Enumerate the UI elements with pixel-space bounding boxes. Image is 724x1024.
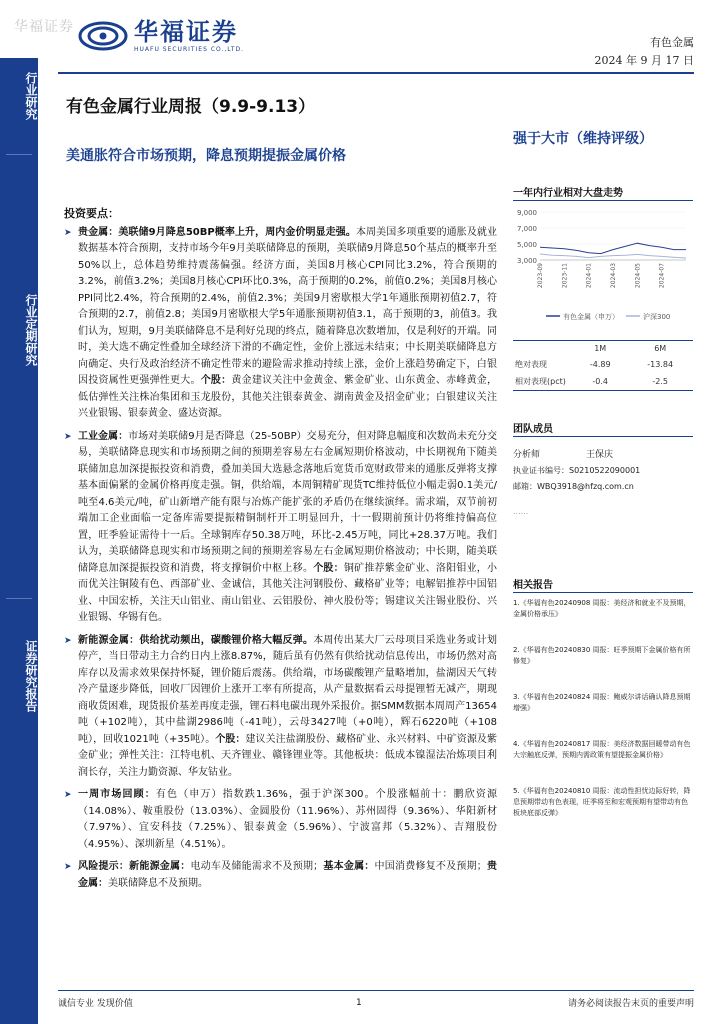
chart-x-tick-label: 2024-03 bbox=[610, 263, 617, 289]
logo-icon bbox=[78, 21, 128, 51]
footer-slogan: 诚信专业 发现价值 bbox=[58, 999, 133, 1009]
chart-legend-label: 沪深300 bbox=[643, 313, 671, 321]
paragraph-industrial-metals: ➤ 工业金属：市场对美联储9月是否降息（25-50BP）交易充分，但对降息幅度和次数尚未充分交易，美联储降息现实和市场预期之间的预期差容易左右金属短期价格波动，中长期视角下随美联储加息加深提振投资和消费，叠加美国大选悬念落地后宽货币宽财政带来的通胀反弹将支撑基本面偏紧的金属价格再度走强。铜，供给端，本周铜精矿现货TC维持低位小幅走弱0.1美元/吨至4.6美元/吨，矿山新增产能有限与冶炼产能扩张的矛盾仍在继续演绎。需求端，双节前初端加工企业面临一定备库需要提振精铜制杆开工明显回升，十一假期前预计仍将维持偏高位置，旺季验证需待十一后。全球铜库存50.38万吨，环比-2.45万吨，同比+28.37万吨。我们认为，美联储降息现实和市场预期之间的预期差容易左右金属短期价格波动；中长期，随美联储降息加深提振投资和消费，将支撑铜价中枢上移。个股：铜矿推荐紫金矿业、洛阳钼业，小而优关注铜陵有色、西部矿业、金诚信，其他关注河钢股份、藏格矿业等；电解铝推荐中国铝业、中国宏桥，关注天山铝业、南山铝业、云铝股份、神火股份等；锡建议关注锡业股份、兴业银锡、华锡有色。 bbox=[64, 430, 498, 623]
bullet-arrow-icon: ➤ bbox=[64, 431, 72, 442]
watermark: 华福证券 bbox=[14, 19, 74, 35]
team-title: 团队成员 bbox=[513, 424, 553, 435]
sidebar-label-bottom: 证券研究报告 bbox=[24, 640, 38, 712]
perf-row-label: 相对表现(pct) bbox=[515, 377, 566, 386]
related-report-item[interactable]: 1.《华福有色20240908 周报：美经济和就业不及预期，金属价格承压》 bbox=[513, 599, 691, 618]
sidebar-divider bbox=[6, 154, 32, 155]
bullet-arrow-icon: ➤ bbox=[64, 227, 72, 238]
analyst-info: 分析师 王保庆 执业证书编号： S0210522090001 邮箱： WBQ3918@hfzq.com.cn bbox=[513, 447, 693, 495]
related-list bbox=[513, 598, 693, 833]
chart-x-tick-label: 2023-11 bbox=[561, 263, 569, 289]
related-rule bbox=[513, 592, 693, 593]
section-title: 投资要点： bbox=[64, 207, 119, 220]
footer-disclaimer: 请务必阅读报告末页的重要声明 bbox=[567, 999, 694, 1009]
report-subtitle: 美通胀符合市场预期，降息预期提振金属价格 bbox=[66, 148, 346, 164]
analyst-role: 分析师 bbox=[513, 450, 541, 460]
header-meta bbox=[595, 34, 694, 70]
analyst-email[interactable]: WBQ3918@hfzq.com.cn bbox=[537, 482, 634, 491]
logo bbox=[78, 19, 244, 53]
related-report-item[interactable]: 2.《华福有色20240830 周报：旺季预期下金属价格有所修复》 bbox=[513, 646, 691, 665]
chart-y-tick-label: 9,000 bbox=[516, 209, 537, 217]
paragraph-new-energy-metals: ➤ 新能源金属：供给扰动频出，碳酸锂价格大幅反弹。本周传出某大厂云母项目采选业务或计划停产，当日带动主力合约日内上涨8.87%，随后虽有仍然有供给扰动信息传出，市场仍然对高库存以及需求效果保持怀疑，锂价随后震荡。供给端，市场碳酸锂产量略增加，盐湖因天气转冷产量逐步降低，回收厂因锂价上涨开工率有所提高，从产量数据看云母提锂暂无减产，期现商收货困难，现货报价基差再度走强，锂石料电碳出现外采报价。据SMM数据本周周产13654吨（+102吨），其中盐湖2986吨（-41吨），云母3427吨（+0吨），辉石6220吨（+108吨），回收1021吨（+35吨）。个股：建议关注盐湖股份、藏格矿业、永兴材料、中矿资源及紫金矿业；弹性关注：江特电机、天齐锂业、赣锋锂业等。其他板块：低成本镍湿法冶炼项目利润长存，关注力勤资源、华友钴业。 bbox=[64, 634, 498, 778]
report-date: 2024 年 9 月 17 日 bbox=[594, 54, 694, 67]
related-report-item[interactable]: 4.《华福有色20240817 周报：美经济数据回暖带动有色大宗触底反弹，预期内需政策有望提振金属价格》 bbox=[513, 740, 691, 759]
paragraph-risk: ➤ 风险提示：新能源金属：电动车及储能需求不及预期；基本金属：中国消费修复不及预期；贵金属：美联储降息不及预期。 bbox=[64, 861, 498, 889]
chart-series-line bbox=[540, 243, 686, 253]
perf-cell: -4.89 bbox=[589, 360, 611, 369]
sidebar-divider bbox=[6, 598, 32, 599]
bullet-arrow-icon: ➤ bbox=[64, 635, 72, 646]
analyst-cert: S0210522090001 bbox=[569, 466, 641, 475]
sidebar bbox=[0, 58, 38, 1024]
logo-name: 华福证券 bbox=[134, 18, 238, 46]
related-report-item[interactable]: 3.《华福有色20240824 周报：鲍威尔讲话确认降息预期增强》 bbox=[513, 693, 691, 712]
chart-x-tick-label: 2024-05 bbox=[634, 263, 642, 289]
chart-x-tick-label: 2023-09 bbox=[537, 263, 544, 289]
bullet-arrow-icon: ➤ bbox=[64, 862, 72, 872]
more-dots: ...... bbox=[513, 507, 529, 516]
logo-name-en: HUAFU SECURITIES CO.,LTD. bbox=[134, 46, 245, 53]
header-rule bbox=[58, 72, 694, 74]
footer-rule bbox=[58, 990, 694, 991]
bullet-arrow-icon: ➤ bbox=[64, 790, 72, 800]
perf-cell: -2.5 bbox=[652, 377, 668, 386]
chart-y-tick-label: 5,000 bbox=[516, 241, 537, 249]
perf-header: 1M bbox=[594, 344, 607, 353]
chart-rule bbox=[513, 200, 693, 201]
chart-x-tick-label: 2024-01 bbox=[585, 263, 593, 289]
perf-row-label: 绝对表现 bbox=[515, 360, 547, 369]
perf-header: 6M bbox=[654, 344, 667, 353]
paragraph-market-review: ➤ 一周市场回顾：有色（申万）指数跌1.36%，强于沪深300。个股涨幅前十：鹏欣资源（14.08%）、鞍重股份（13.03%）、金圆股份（11.96%）、苏州固得（9.36%）、华阳新材（7.97%）、宜安科技（7.25%）、银泰黄金（5.96%）、宁波富邦（5.32%）、吉翔股份（4.95%）、深圳新星（4.51%）。 bbox=[64, 789, 498, 850]
analyst-name: 王保庆 bbox=[586, 450, 614, 460]
performance-table bbox=[513, 340, 693, 391]
rating: 强于大市（维持评级） bbox=[513, 131, 653, 147]
chart-y-tick-label: 3,000 bbox=[516, 257, 537, 265]
team-rule bbox=[513, 436, 693, 437]
paragraph-precious-metals: ➤ 贵金属：美联储9月降息50BP概率上升，周内金价明显走强。本周美国多项重要的通胀及就业数据基本符合预期，支持市场今年9月美联储降息的预期，美联储9月降息50个基点的概率升至50%以上，总体趋势维持震荡偏强。经济方面，美国8月核心CPI同比3.2%，符合预期的3.2%，前值3.2%；美国8月核心CPI环比0.3%，高于预期的0.2%，前值0.2%；美国8月核心PPI同比2.4%，符合预期的2.4%，前值2.3%；美国9月密歇根大学1年通胀预期初值2.7，符合预期的2.7，前值2.8；美国9月密歇根大学5年通胀预期初值3.1，高于预期的3，前值3。我们认为，短期，9月美联储降息不是利好兑现的终点，随着降息次数增加，仅是利好的开端。同时，美大选不确定性叠加全球经济下滑的不确定性，金价上涨远未结束；中长期美联储降息方向确定、央行及政治经济不确定性带来的避险需求推动持续上涨，金价上涨趋势确定下，白银因投资属性更强弹性更大。个股：黄金建议关注中金黄金、紫金矿业、山东黄金、赤峰黄金，低估弹性关注株冶集团和玉龙股份，其他关注银泰黄金、湖南黄金及招金矿业；白银建议关注兴业银锡、银泰黄金、盛达资源。 bbox=[64, 226, 498, 419]
chart-x-tick-label: 2024-07 bbox=[658, 263, 666, 289]
related-title: 相关报告 bbox=[513, 580, 553, 591]
perf-cell: -0.4 bbox=[592, 377, 608, 386]
report-title: 有色金属行业周报（9.9-9.13） bbox=[66, 97, 316, 117]
chart-series-line bbox=[540, 254, 686, 258]
relative-performance-chart bbox=[506, 204, 696, 334]
related-report-item[interactable]: 5.《华福有色20240810 周报：流动性担忧边际好转，降息预期带动有色表现，旺季将至和宏观预期有望带动有色板块底部反弹》 bbox=[513, 787, 691, 817]
perf-cell: -13.84 bbox=[647, 360, 674, 369]
chart-title: 一年内行业相对大盘走势 bbox=[513, 188, 623, 199]
sidebar-label-middle: 行业定期研究 bbox=[24, 294, 38, 366]
page-number: 1 bbox=[356, 998, 362, 1008]
main-content bbox=[64, 206, 497, 892]
chart-legend-label: 有色金属（申万） bbox=[563, 313, 619, 321]
sidebar-label-top: 行业研究 bbox=[24, 72, 38, 120]
chart-y-tick-label: 7,000 bbox=[516, 225, 537, 233]
industry-label: 有色金属 bbox=[650, 36, 694, 49]
